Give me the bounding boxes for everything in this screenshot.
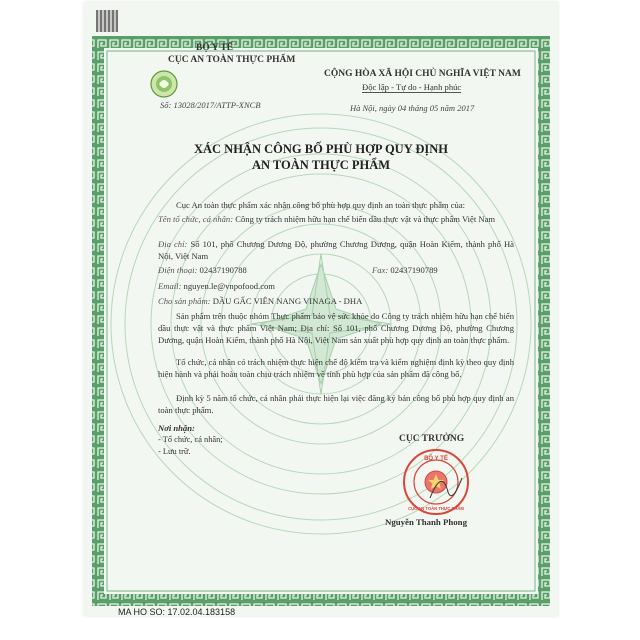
paragraph-responsibility: Tổ chức, cá nhân có trách nhiệm thực hiện chế độ kiểm tra và kiểm nghiệm định kỳ theo quy định hiện hành và phải hoàn toàn chịu trách nhiệm về tính phù hợp của sản phẩm đã công bố. <box>158 357 514 379</box>
paragraph-renewal: Định kỳ 5 năm tổ chức, cá nhân phải thực hiện lại việc đăng ký bản công bố phù hợp quy định an toàn thực phẩm. <box>158 393 514 415</box>
department-name: CỤC AN TOÀN THỰC PHẨM <box>168 55 296 65</box>
email-value: nguyen.le@vnpofood.com <box>183 281 275 291</box>
paragraph-product-compliance: Sản phẩm trên thuộc nhóm Thực phẩm bảo vệ sức khỏe do Công ty trách nhiệm hữu hạn chế biến dầu thực vật và thực phẩm Việt Nam; Địa chỉ: Số 101, phố Chương Dương Độ, phường Chương Dương, quận Hoàn Kiếm, thành phố Hà Nội, Việt Nam sản xuất phù hợp quy định an toàn thực phẩm. <box>158 311 514 345</box>
department-logo-icon <box>150 70 178 98</box>
country-name: CỘNG HÒA XÃ HỘI CHỦ NGHĨA VIỆT NAM <box>324 69 521 79</box>
organization-label: Tên tổ chức, cá nhân: <box>158 214 234 224</box>
phone-value: 02437190788 <box>199 265 247 275</box>
seal-top-text: BỘ Y TẾ <box>424 456 448 462</box>
recipient-item: - Tổ chức, cá nhân; <box>158 435 223 444</box>
seal-ring-text: CỤC AN TOÀN THỰC PHẨM <box>408 506 464 511</box>
product-line <box>158 295 362 307</box>
document-title-line2: AN TOÀN THỰC PHẨM <box>251 158 391 172</box>
address-line <box>158 238 514 262</box>
qr-code-icon <box>96 10 118 32</box>
fax-line <box>372 264 438 276</box>
signer-name: Nguyễn Thanh Phong <box>385 517 467 527</box>
organization-line <box>158 213 514 225</box>
dossier-code: MA HO SO: 17.02.04.183158 <box>118 607 236 617</box>
document-title-line1: XÁC NHẬN CÔNG BỐ PHÙ HỢP QUY ĐỊNH <box>193 142 449 156</box>
organization-value: Công ty trách nhiệm hữu hạn chế biến dầu thực vật và thực phẩm Việt Nam <box>235 214 496 224</box>
intro-text: Cục An toàn thực phẩm xác nhận công bố phù hợp quy định an toàn thực phẩm của: <box>176 200 466 210</box>
document-number: Số: 13028/2017/ATTP-XNCB <box>160 100 261 110</box>
recipient-item: - Lưu trữ. <box>158 447 191 456</box>
address-label: Địa chỉ: <box>158 239 188 249</box>
document-page <box>84 2 558 616</box>
fax-value: 02437190789 <box>390 265 438 275</box>
address-value: Số 101, phố Chương Dương Độ, phường Chương Dương, quận Hoàn Kiếm, thành phố Hà Nội, Việt Nam <box>158 239 514 261</box>
signer-role: CỤC TRƯỞNG <box>399 434 465 444</box>
official-seal-icon <box>402 448 470 516</box>
national-motto: Độc lập - Tự do - Hạnh phúc <box>362 82 462 92</box>
phone-label: Điện thoại: <box>158 265 198 275</box>
product-value: DẦU GẤC VIÊN NANG VINAGA - DHA <box>212 296 363 306</box>
phone-line <box>158 264 247 276</box>
email-label: Email: <box>158 281 182 291</box>
ministry-name: BỘ Y TẾ <box>196 43 234 53</box>
issue-date: Hà Nội, ngày 04 tháng 05 năm 2017 <box>350 103 475 113</box>
recipients-label: Nơi nhận: <box>158 423 195 433</box>
email-line <box>158 280 275 292</box>
product-label: Cho sản phẩm: <box>158 296 211 306</box>
fax-label: Fax: <box>372 265 389 275</box>
